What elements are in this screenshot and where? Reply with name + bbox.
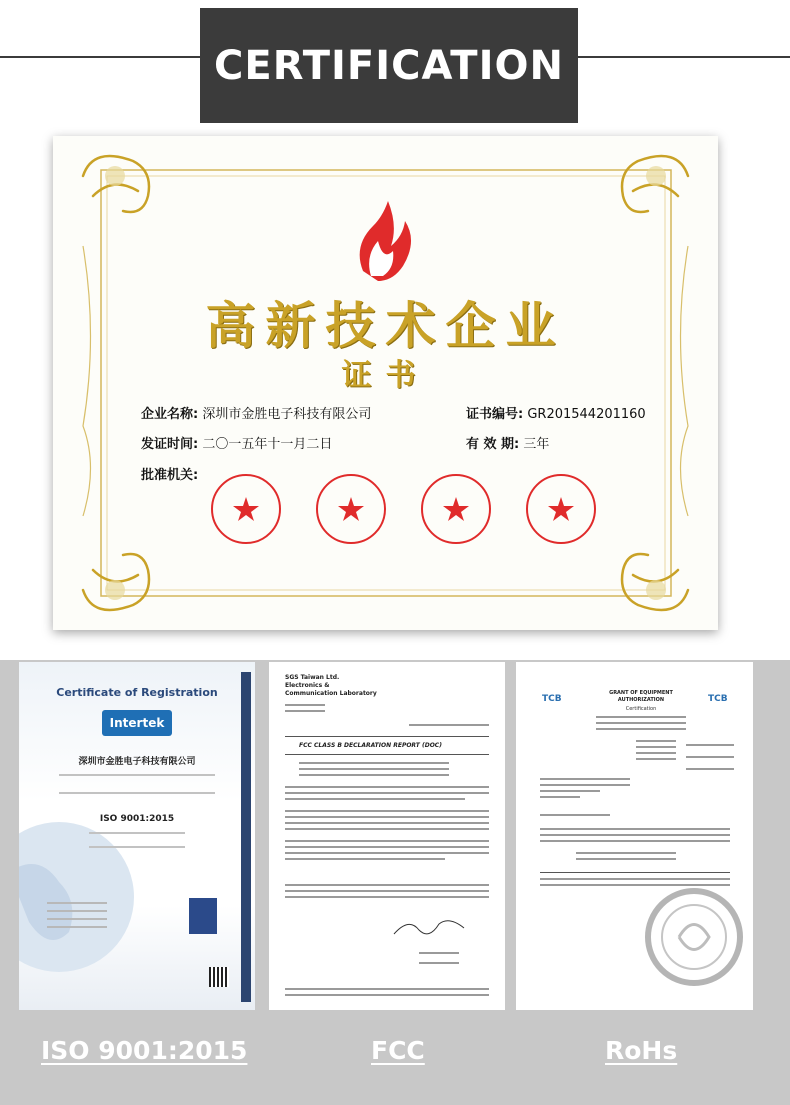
label-rohs: RoHs [605, 1036, 678, 1065]
text-line [540, 840, 730, 842]
text-line [576, 852, 676, 854]
text-line [285, 846, 489, 848]
company-value: 深圳市金胜电子科技有限公司 [202, 407, 372, 422]
fcc-heading: FCC CLASS B DECLARATION REPORT (DOC) [299, 742, 442, 749]
text-line [285, 704, 325, 706]
text-line [576, 858, 676, 860]
text-line [686, 756, 734, 758]
text-line [419, 962, 459, 964]
text-line [285, 792, 489, 794]
section-title: CERTIFICATION [200, 8, 578, 123]
date-value: 二〇一五年十一月二日 [202, 437, 333, 452]
fcc-org-line3: Communication Laboratory [285, 690, 377, 697]
text-line [285, 822, 489, 824]
text-line [47, 926, 107, 928]
company-field [141, 403, 371, 422]
intertek-side-strip [241, 672, 251, 1002]
validity-field [466, 433, 549, 452]
label-fcc: FCC [371, 1036, 425, 1065]
torch-logo-icon [360, 201, 411, 281]
text-line [686, 744, 734, 746]
intertek-certificate [19, 662, 255, 1010]
text-line [285, 816, 489, 818]
text-line [47, 902, 107, 904]
text-line [47, 910, 107, 912]
authority-field [141, 464, 198, 483]
text-line [285, 994, 489, 996]
fcc-org: SGS Taiwan Ltd. [285, 674, 340, 681]
text-line [540, 796, 580, 798]
intertek-logo: Intertek [102, 710, 172, 736]
number-value: GR201544201160 [527, 407, 646, 422]
date-field [141, 433, 332, 452]
text-line [419, 952, 459, 954]
fcc-report [269, 662, 505, 1010]
fcc-org-line2: Electronics & [285, 682, 330, 689]
text-line [299, 768, 449, 770]
validity-label: 有 效 期: [466, 437, 520, 452]
header-line-right [578, 56, 790, 58]
globe-icon [19, 812, 139, 982]
tcb-heading: GRANT OF EQUIPMENT AUTHORIZATION [609, 690, 673, 703]
intertek-standard: ISO 9001:2015 [99, 814, 175, 824]
text-line [89, 846, 185, 848]
company-label: 企业名称: [141, 407, 199, 422]
text-line [636, 746, 676, 748]
text-line [47, 918, 107, 920]
text-line [285, 890, 489, 892]
tcb-grant [516, 662, 753, 1010]
text-line [636, 758, 676, 760]
number-field [466, 403, 646, 422]
text-line [409, 724, 489, 726]
tcb-sub: Certification [625, 706, 657, 712]
text-line [285, 840, 489, 842]
text-line [596, 716, 686, 718]
intertek-company: 深圳市金胜电子科技有限公司 [78, 757, 196, 767]
text-line [285, 798, 465, 800]
certificate-title: 高新技术企业 [205, 296, 566, 355]
text-line [285, 810, 489, 812]
text-line [636, 740, 676, 742]
text-line [285, 852, 489, 854]
ukas-badge-icon [189, 898, 217, 934]
text-line [59, 774, 215, 776]
qr-code-icon [209, 967, 229, 987]
text-line [285, 858, 445, 860]
text-line [540, 814, 610, 816]
date-label: 发证时间: [141, 437, 199, 452]
high-tech-enterprise-certificate [53, 136, 718, 630]
divider [540, 872, 730, 873]
text-line [299, 762, 449, 764]
header-line-left [0, 56, 200, 58]
text-line [596, 728, 686, 730]
text-line [285, 828, 489, 830]
tcb-logo-left: TCB [542, 694, 562, 704]
tcb-logo-right: TCB [708, 694, 728, 704]
divider [285, 736, 489, 737]
text-line [285, 710, 325, 712]
number-label: 证书编号: [466, 407, 524, 422]
text-line [89, 832, 185, 834]
text-line [540, 834, 730, 836]
signature-icon [389, 912, 469, 942]
certificate-subtitle: 证书 [341, 358, 430, 393]
text-line [540, 878, 730, 880]
validity-value: 三年 [523, 437, 550, 452]
text-line [299, 774, 449, 776]
text-line [540, 784, 630, 786]
text-line [285, 884, 489, 886]
text-line [540, 828, 730, 830]
text-line [59, 792, 215, 794]
authority-label: 批准机关: [141, 468, 199, 483]
text-line [540, 778, 630, 780]
label-iso: ISO 9001:2015 [41, 1036, 248, 1065]
text-line [285, 786, 489, 788]
text-line [540, 790, 600, 792]
text-line [285, 988, 489, 990]
divider [285, 754, 489, 755]
text-line [636, 752, 676, 754]
intertek-title: Certificate of Registration [56, 686, 218, 699]
text-line [285, 896, 489, 898]
text-line [596, 722, 686, 724]
fcc-seal-icon [644, 882, 744, 992]
text-line [686, 768, 734, 770]
